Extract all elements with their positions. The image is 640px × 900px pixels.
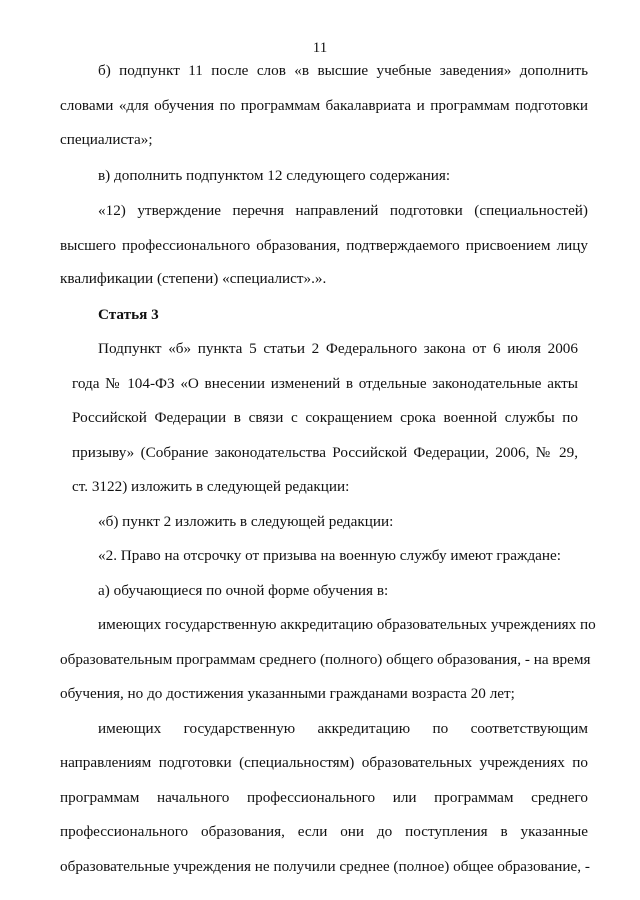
text-line: в) дополнить подпунктом 12 следующего содержания: [98, 167, 451, 184]
text-line: ст. 3122) изложить в следующей редакции: [72, 478, 350, 495]
text-line: б) подпункт 11 после слов «в высшие учебные заведения» дополнить [98, 62, 588, 79]
page-number: 11 [312, 40, 328, 56]
text-line: профессионального образования, если они до поступления в указанные [60, 823, 588, 840]
text-line: обучения, но до достижения указанными гражданами возраста 20 лет; [60, 685, 515, 702]
text-line: имеющих государственную аккредитацию по соответствующим [98, 720, 588, 737]
text-line: Подпункт «б» пункта 5 статьи 2 Федерального закона от 6 июля 2006 [98, 340, 578, 357]
text-line: «12) утверждение перечня направлений подготовки (специальностей) [98, 202, 588, 219]
text-line: высшего профессионального образования, подтверждаемого присвоением лицу [60, 237, 588, 254]
text-line: образовательным программам среднего (полного) общего образования, - на время [60, 651, 591, 668]
text-line: программам начального профессионального или программам среднего [60, 789, 588, 806]
article-heading: Статья 3 [98, 306, 159, 323]
text-line: специалиста»; [60, 131, 153, 148]
text-line: квалификации (степени) «специалист».». [60, 270, 327, 287]
text-line: «б) пункт 2 изложить в следующей редакции: [98, 513, 394, 530]
text-line: образовательные учреждения не получили среднее (полное) общее образование, - [60, 858, 590, 875]
text-line: имеющих государственную аккредитацию образовательных учреждениях по [98, 616, 596, 633]
text-line: года № 104-ФЗ «О внесении изменений в отдельные законодательные акты [72, 375, 578, 392]
text-line: словами «для обучения по программам бакалавриата и программам подготовки [60, 97, 588, 114]
text-line: а) обучающиеся по очной форме обучения в: [98, 582, 389, 599]
text-line: Российской Федерации в связи с сокращением срока военной службы по [72, 409, 578, 426]
text-line: призыву» (Собрание законодательства Российской Федерации, 2006, № 29, [72, 444, 578, 461]
text-line: «2. Право на отсрочку от призыва на военную службу имеют граждане: [98, 547, 562, 564]
text-line: направлениям подготовки (специальностям) образовательных учреждениях по [60, 754, 588, 771]
